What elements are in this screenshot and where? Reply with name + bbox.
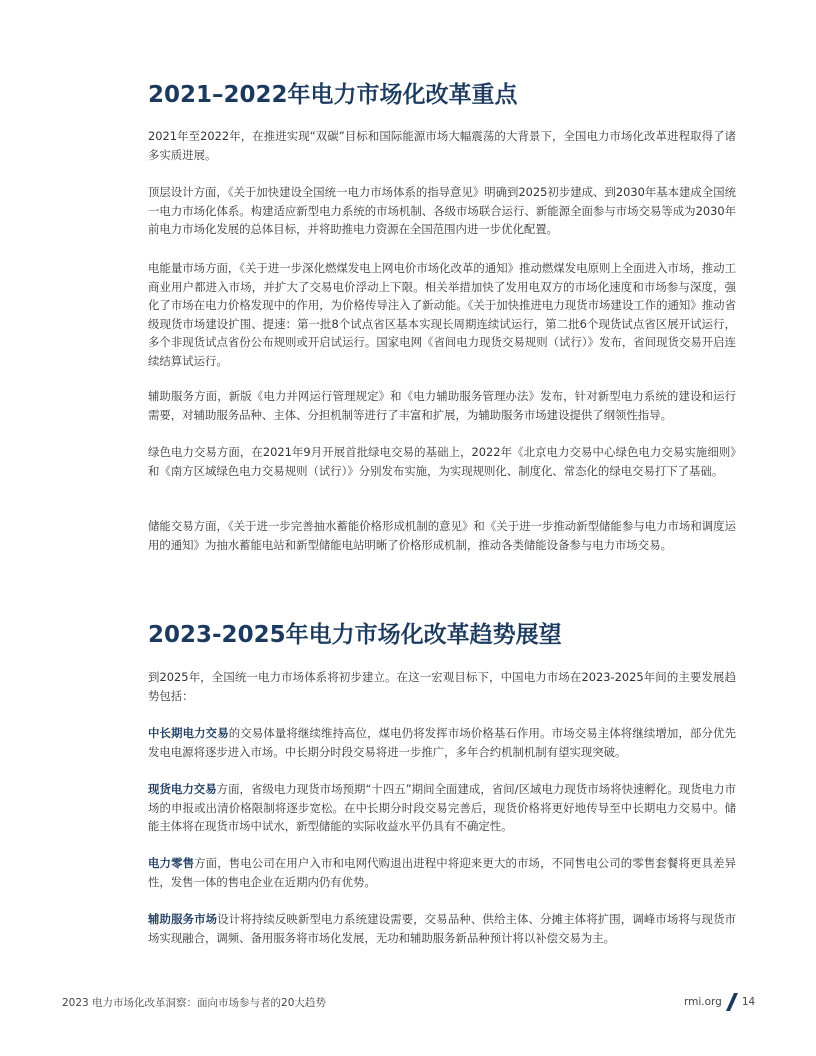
s1-paragraph-1: 2021年至2022年，在推进实现“双碳”目标和国际能源市场大幅震荡的大背景下，全国电力市场化改革进程取得了诸多实质进展。 <box>148 129 736 162</box>
trend-item <box>148 780 736 836</box>
footer-site-link[interactable]: rmi.org <box>684 996 722 1008</box>
trend-item-lead: 现货电力交易 <box>148 782 217 796</box>
trend-item-lead: 辅助服务市场 <box>148 912 218 926</box>
slash-divider-icon <box>726 993 738 1011</box>
trend-item <box>148 724 736 761</box>
trend-item-text: 方面，省级电力现货市场预期“十四五”期间全面建成，省间/区域电力现货市场将快速孵化。现货电力市场的申报或出清价格限制将逐步宽松。在中长期分时段交易完善后，现货价格将更好地传导至中长期电力交易中。储能主体将在现货市场中试水，新型储能的实际收益水平仍具有不确定性。 <box>148 782 736 833</box>
trend-item-text: 方面，售电公司在用户入市和电网代购退出进程中将迎来更大的市场，不同售电公司的零售套餐将更具差异性，发售一体的售电企业在近期内仍有优势。 <box>148 856 736 889</box>
s1-paragraph-6: 储能交易方面，《关于进一步完善抽水蓄能价格形成机制的意见》和《关于进一步推动新型储能参与电力市场和调度运用的通知》为抽水蓄能电站和新型储能电站明晰了价格形成机制，推动各类储能设备参与电力市场交易。 <box>148 519 736 552</box>
section-1-title: 2021–2022年电力市场化改革重点 <box>148 82 518 108</box>
s1-paragraph-2: 顶层设计方面，《关于加快建设全国统一电力市场体系的指导意见》明确到2025初步建成、到2030年基本建成全国统一电力市场化体系。构建适应新型电力系统的市场机制、各级市场联合运行、新能源全面参与市场交易等成为2030年前电力市场化发展的总体目标，并将助推电力资源在全国范围内进一步优化配置。 <box>148 185 736 236</box>
footer-page-info <box>684 993 755 1011</box>
s1-paragraph-3: 电能量市场方面，《关于进一步深化燃煤发电上网电价市场化改革的通知》推动燃煤发电原则上全面进入市场，推动工商业用户都进入市场，并扩大了交易电价浮动上下限。相关举措加快了发用电双方的市场化速度和市场参与深度，强化了市场在电力价格发现中的作用，为价格传导注入了新动能。《关于加快推进电力现货市场建设工作的通知》推动省级现货市场建设扩围、提速：第一批8个试点省区基本实现长周期连续试运行，第二批6个现货试点省区展开试运行，多个非现货试点省份公布规则或开启试运行。国家电网《省间电力现货交易规则（试行）》发布，省间现货交易开启连续结算试运行。 <box>148 261 736 368</box>
footer-page-number: 14 <box>741 996 756 1008</box>
trend-item-lead: 中长期电力交易 <box>148 726 229 740</box>
trend-item <box>148 910 736 947</box>
trend-item-text: 的交易体量将继续维持高位，煤电仍将发挥市场价格基石作用。市场交易主体将继续增加，部分优先发电电源将逐步进入市场。中长期分时段交易将进一步推广，多年合约机制机制有望实现突破。 <box>148 726 736 759</box>
s1-paragraph-5: 绿色电力交易方面，在2021年9月开展首批绿电交易的基础上，2022年《北京电力交易中心绿色电力交易实施细则》和《南方区域绿色电力交易规则（试行）》分别发布实施，为实现规则化、制度化、常态化的绿电交易打下了基础。 <box>148 445 736 478</box>
s1-paragraph-4: 辅助服务方面，新版《电力并网运行管理规定》和《电力辅助服务管理办法》发布，针对新型电力系统的建设和运行需要，对辅助服务品种、主体、分担机制等进行了丰富和扩展，为辅助服务市场建设提供了纲领性指导。 <box>148 389 736 422</box>
trend-item-lead: 电力零售 <box>148 856 195 870</box>
footer-report-title: 2023 电力市场化改革洞察：面向市场参与者的20大趋势 <box>62 997 326 1009</box>
trend-item <box>148 854 736 891</box>
section-2-title: 2023-2025年电力市场化改革趋势展望 <box>148 622 562 648</box>
trend-item-text: 设计将持续反映新型电力系统建设需要，交易品种、供给主体、分摊主体将扩围，调峰市场将与现货市场实现融合，调频、备用服务将市场化发展，无功和辅助服务新品种预计将以补偿交易为主。 <box>148 912 736 945</box>
s2-intro: 到2025年，全国统一电力市场体系将初步建立。在这一宏观目标下，中国电力市场在2023-2025年间的主要发展趋势包括： <box>148 670 736 703</box>
